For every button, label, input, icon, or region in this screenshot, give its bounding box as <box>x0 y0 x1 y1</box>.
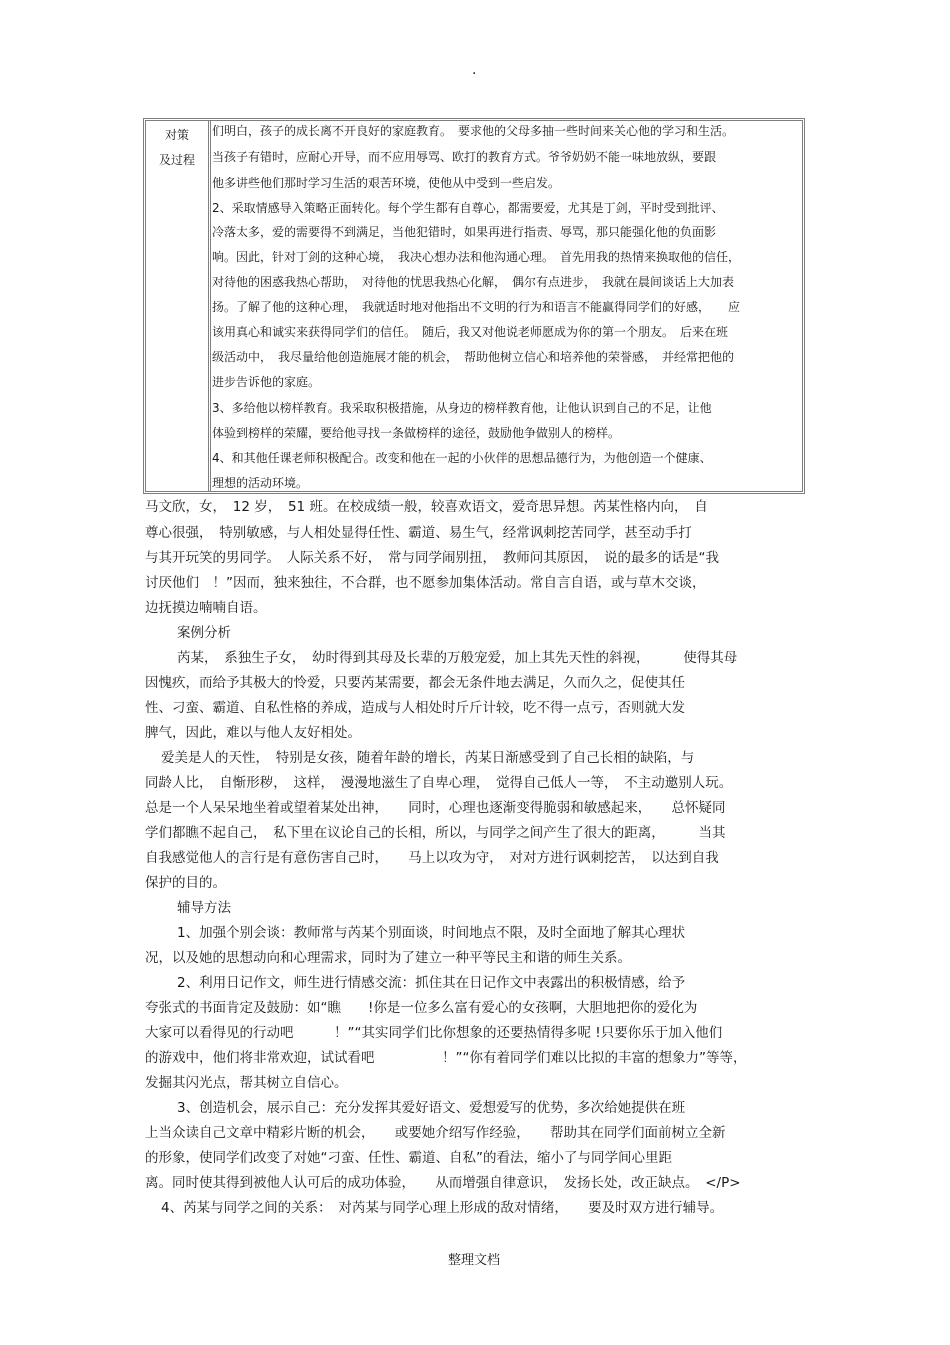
body-line: 夸张式的书面肯定及鼓励：如“瞧 !你是一位多么富有爱心的女孩啊，大胆地把你的爱化为 <box>145 1000 698 1016</box>
body-line: 2、利用日记作文，师生进行情感交流：抓住其在日记作文中表露出的积极情感，给予 <box>177 975 686 991</box>
table-line: 对待他的困惑我热心帮助， 对待他的忧思我热心化解， 偶尔有点进步， 我就在晨间谈话上大加表 <box>212 275 735 289</box>
body-line: 讨厌他们 ！”因而，独来独往，不合群，也不愿参加集体活动。常自言自语，或与草木交谈， <box>145 575 706 591</box>
table-line: 该用真心和诚实来获得同学们的信任。 随后，我又对他说老师愿成为你的第一个朋友。 后来在班 <box>212 325 729 339</box>
table-line: 响。因此，针对丁剑的这种心境， 我决心想办法和他沟通心理。 首先用我的热情来换取他的信任， <box>212 250 741 264</box>
page-footer: 整理文档 <box>448 1253 501 1268</box>
body-line: 性、刁蛮、霸道、自私性格的养成，造成与人相处时斤斤计较，吃不得一点亏，否则就大发 <box>145 700 685 716</box>
body-line: 学们都瞧不起自己， 私下里在议论自己的长相，所以，与同学之间产生了很大的距离， 当其 <box>145 825 726 841</box>
body-line: 的形象，使同学们改变了对她“刁蛮、任性、霸道、自私”的看法，缩小了与同学间心里距 <box>145 1150 672 1166</box>
section-heading: 辅导方法 <box>177 900 231 916</box>
body-line: 发掘其闪光点，帮其树立自信心。 <box>145 1075 348 1091</box>
body-line: 尊心很强， 特别敏感，与人相处显得任性、霸道、易生气，经常讽刺挖苦同学，甚至动手打 <box>145 525 692 541</box>
table-line: 4、和其他任课老师积极配合。改变和他在一起的小伙伴的思想品德行为，为他创造一个健康、 <box>212 451 712 465</box>
body-line: 边抚摸边喃喃自语。 <box>145 600 267 616</box>
body-line: 马文欣，女， 12 岁， 51 班。在校成绩一般，较喜欢语文，爱奇思异想。芮某性格内向， 自 <box>145 499 708 515</box>
table-line: 扬。了解了他的这种心理， 我就适时地对他指出不文明的行为和语言不能赢得同学们的好感， 应 <box>212 300 741 314</box>
table-line: 理想的活动环境。 <box>212 476 309 490</box>
table-line: 他多讲些他们那时学习生活的艰苦环境，使他从中受到一些启发。 <box>212 176 561 190</box>
strategy-table <box>143 118 805 494</box>
body-line: 况，以及她的思想动向和心理需求，同时为了建立一种平等民主和谐的师生关系。 <box>145 950 631 966</box>
body-line: 上当众读自己文章中精彩片断的机会， 或要她介绍写作经验， 帮助其在同学们面前树立全新 <box>145 1125 726 1141</box>
table-label <box>146 123 208 173</box>
table-line: 当孩子有错时，应耐心开导，而不应用辱骂、欧打的教育方式。爷爷奶奶不能一味地放纵，要跟 <box>212 150 717 164</box>
table-line: 级活动中， 我尽量给他创造施展才能的机会， 帮助他树立信心和培养他的荣誉感， 并经常把他的 <box>212 350 735 364</box>
body-line: 大家可以看得见的行动吧 ！”“其实同学们比你想象的还要热情得多呢 !只要你乐于加入他们 <box>145 1025 723 1041</box>
body-line: 自我感觉他人的言行是有意伤害自己时， 马上以攻为守， 对对方进行讽刺挖苦， 以达到自我 <box>145 850 719 866</box>
body-line: 与其开玩笑的男同学。 人际关系不好， 常与同学闹别扭， 教师问其原因， 说的最多的话是“我 <box>145 550 719 566</box>
table-label-line: 对策 <box>164 128 189 142</box>
table-label-line: 及过程 <box>158 153 195 167</box>
body-line: 4、芮某与同学之间的关系： 对芮某与同学心理上形成的敌对情绪， 要及时双方进行辅导。 <box>161 1200 724 1216</box>
body-line: 的游戏中，他们将非常欢迎，试试看吧 ！”“你有着同学们难以比拟的丰富的想象力”等等， <box>145 1050 747 1066</box>
table-line: 2、采取情感导入策略正面转化。每个学生都有自尊心，都需要爱，尤其是丁剑，平时受到批评、 <box>212 201 724 215</box>
body-line: 同龄人比， 自惭形秽， 这样， 漫漫地滋生了自卑心理， 觉得自己低人一等， 不主动邀别人玩。 <box>145 775 733 791</box>
body-line: 离。同时使其得到被他人认可后的成功体验， 从而增强自律意识， 发扬长处，改正缺点。 </P> <box>145 1175 741 1191</box>
body-line: 保护的目的。 <box>145 875 226 891</box>
body-line: 脾气，因此，难以与他人友好相处。 <box>145 725 361 741</box>
table-divider <box>208 121 211 491</box>
body-line: 3、创造机会，展示自己：充分发挥其爱好语文、爱想爱写的优势，多次给她提供在班 <box>177 1100 686 1116</box>
header-dot: . <box>472 62 477 78</box>
section-heading: 案例分析 <box>177 625 231 641</box>
body-line: 因愧疚，而给予其极大的怜爱，只要芮某需要，都会无条件地去满足，久而久之，促使其任 <box>145 675 685 691</box>
table-line: 体验到榜样的荣耀，要给他寻找一条做榜样的途径，鼓励他争做别人的榜样。 <box>212 426 621 440</box>
table-line: 们明白，孩子的成长离不开良好的家庭教育。 要求他的父母多抽一些时间来关心他的学习和生活。 <box>212 124 735 138</box>
body-line: 芮某， 系独生子女， 幼时得到其母及长辈的万般宠爱，加上其先天性的斜视， 使得其母 <box>177 650 738 666</box>
table-line: 进步告诉他的家庭。 <box>212 375 321 389</box>
body-line: 总是一个人呆呆地坐着或望着某处出神， 同时，心理也逐渐变得脆弱和敏感起来， 总怀疑同 <box>145 800 726 816</box>
table-line: 3、多给他以榜样教育。我采取积极措施，从身边的榜样教育他，让他认识到自己的不足，让他 <box>212 401 712 415</box>
body-line: 爱美是人的天性， 特别是女孩，随着年龄的增长，芮某日渐感受到了自己长相的缺陷，与 <box>161 750 695 766</box>
body-line: 1、加强个别会谈：教师常与芮某个别面谈，时间地点不限，及时全面地了解其心理状 <box>177 925 686 941</box>
table-line: 冷落太多，爱的需要得不到满足，当他犯错时，如果再进行指责、辱骂，那只能强化他的负面影 <box>212 225 717 239</box>
